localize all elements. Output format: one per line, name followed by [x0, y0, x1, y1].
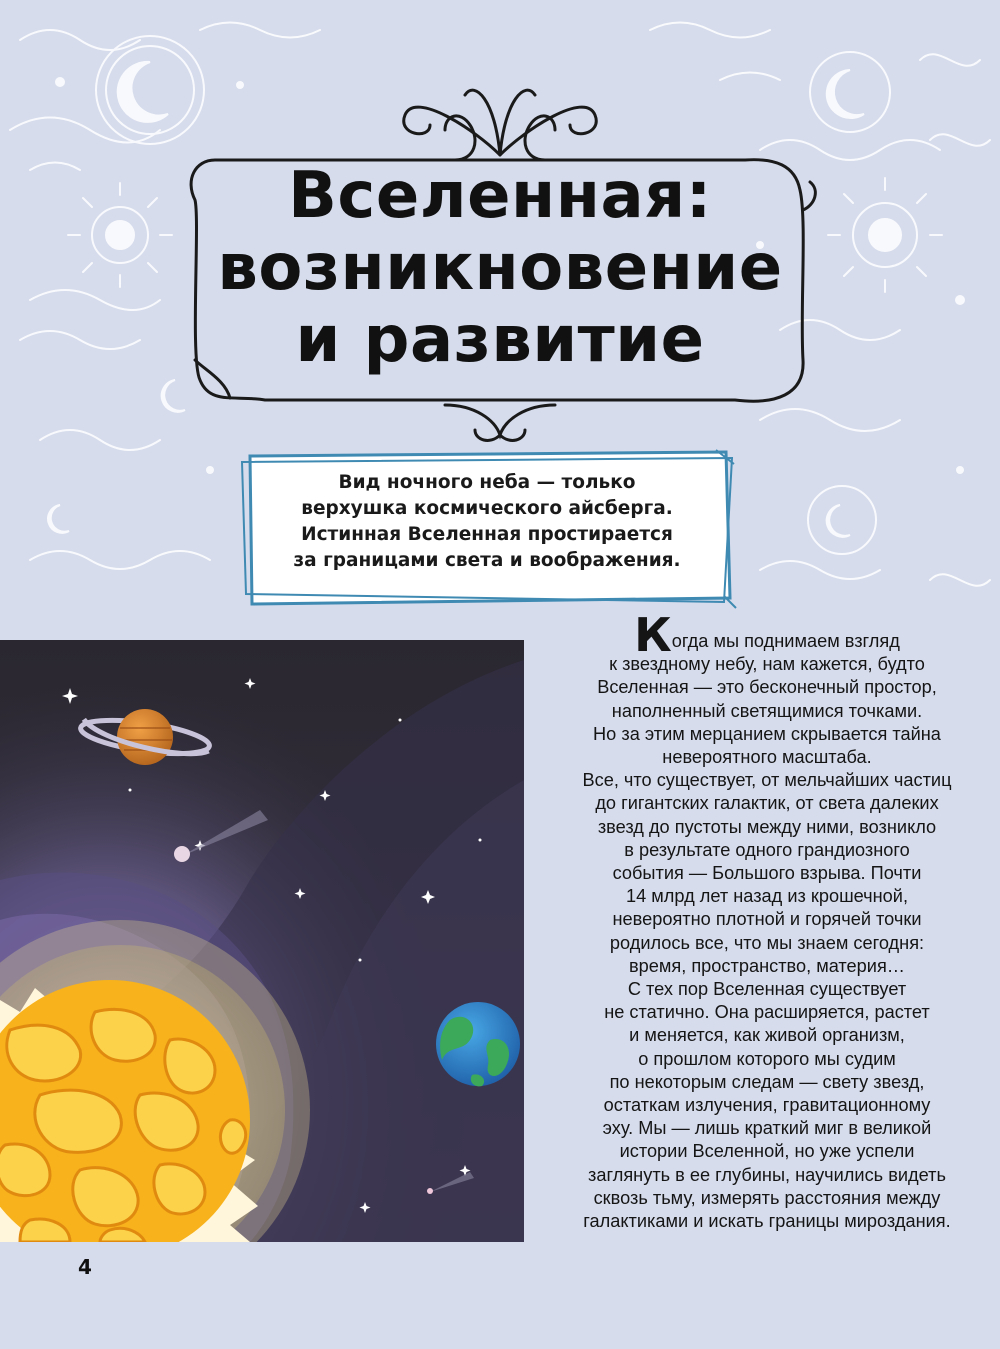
body-line: Все, что существует, от мельчайших частиц — [582, 770, 952, 791]
body-line: заглянуть в ее глубины, научились видеть — [588, 1164, 946, 1185]
body-line: Но за этим мерцанием скрывается тайна — [593, 723, 941, 744]
body-line: и меняется, как живой организм, — [629, 1025, 905, 1046]
body-first-line — [532, 608, 1000, 662]
title-line: Вселенная: — [288, 159, 712, 233]
moon-icon — [48, 505, 69, 533]
body-line: С тех пор Вселенная существует — [627, 979, 907, 1000]
title-line: и развитие — [295, 303, 705, 377]
body-line: время, пространство, материя… — [628, 955, 905, 976]
body-line: звезд до пустоты между ними, возникло — [597, 816, 937, 837]
body-line: о прошлом которого мы судим — [638, 1048, 896, 1069]
page-number: 4 — [78, 1255, 92, 1279]
drop-cap: К — [634, 608, 672, 662]
body-line: огда мы поднимаем взгляд — [671, 631, 900, 651]
body-line: события — Большого взрыва. Почти — [612, 863, 922, 884]
body-line: истории Вселенной, но уже успели — [619, 1141, 915, 1162]
body-line: невероятного масштаба. — [662, 747, 872, 768]
body-line: не статично. Она расширяется, растет — [604, 1002, 930, 1023]
body-line: наполненный светящимися точками. — [611, 700, 923, 721]
body-line: родилось все, что мы знаем сегодня: — [609, 932, 925, 953]
moon-icon — [808, 486, 876, 554]
space-illustration — [0, 640, 524, 1242]
body-line: в результате одного грандиозного — [624, 839, 910, 860]
sun-icon — [828, 178, 942, 292]
callout-line: верхушка космического айсберга. — [301, 498, 673, 519]
title-line: возникновение — [217, 231, 783, 305]
body-line: Вселенная — это бесконечный простор, — [597, 677, 937, 698]
callout-line: Истинная Вселенная простирается — [301, 524, 673, 545]
callout-line: за границами света и воображения. — [293, 550, 681, 571]
body-line: остаткам излучения, гравитационному — [603, 1095, 931, 1116]
callout-quote — [262, 470, 712, 574]
body-line: сквозь тьму, измерять расстояния между — [593, 1187, 941, 1208]
body-line: по некоторым следам — свету звезд, — [609, 1071, 925, 1092]
body-line: эху. Мы — лишь краткий миг в великой — [602, 1118, 932, 1139]
page-title — [180, 160, 820, 376]
callout-line: Вид ночного неба — только — [338, 472, 636, 493]
earth-icon — [436, 1002, 520, 1086]
body-line: к звездному небу, нам кажется, будто — [609, 654, 925, 675]
body-line: галактиками и искать границы мироздания. — [583, 1211, 951, 1232]
body-line: 14 млрд лет назад из крошечной, — [625, 886, 909, 907]
article-body — [532, 608, 1000, 1233]
body-line: до гигантских галактик, от света далеких — [595, 793, 939, 814]
sun-icon — [68, 183, 172, 287]
body-line: невероятно плотной и горячей точки — [612, 909, 922, 930]
